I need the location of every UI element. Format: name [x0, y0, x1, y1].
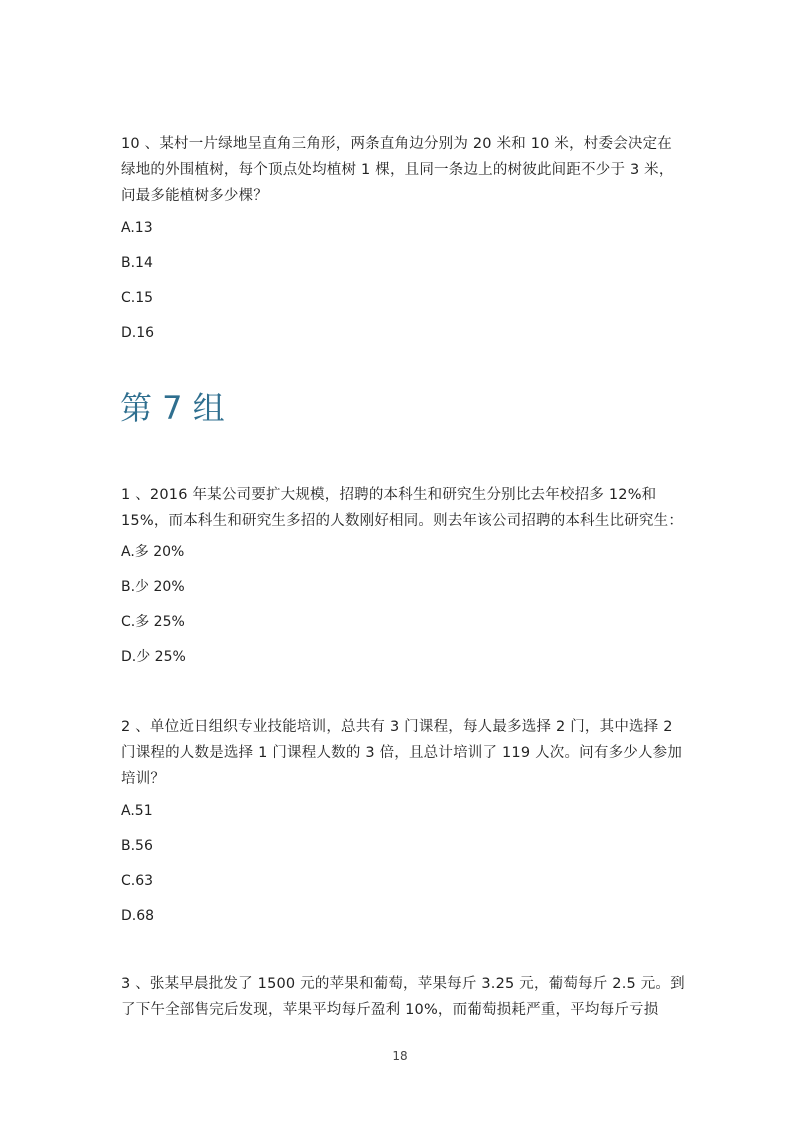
question-10-line-2: 绿地的外围植树，每个顶点处均植树 1 棵，且同一条边上的树彼此间距不少于 3 米， [121, 162, 674, 178]
question-10-option-d: D.16 [121, 325, 155, 341]
question-2-line-1: 2 、单位近日组织专业技能培训，总共有 3 门课程，每人最多选择 2 门，其中选择 2 [121, 719, 673, 735]
question-1-option-a: A.多 20% [121, 544, 185, 560]
question-2-line-3: 培训？ [121, 771, 166, 787]
question-1-option-c: C.多 25% [121, 614, 185, 630]
question-2-option-c: C.63 [121, 873, 154, 889]
question-10-option-b: B.14 [121, 255, 153, 271]
group-heading: 第 7 组 [120, 389, 225, 427]
question-2-option-d: D.68 [121, 908, 155, 924]
page-number: 18 [392, 1049, 408, 1063]
question-3-line-2: 了下午全部售完后发现，苹果平均每斤盈利 10%，而葡萄损耗严重，平均每斤亏损 [121, 1002, 659, 1018]
question-2-option-b: B.56 [121, 838, 153, 854]
question-3-line-1: 3 、张某早晨批发了 1500 元的苹果和葡萄，苹果每斤 3.25 元，葡萄每斤 2.5 元。到 [121, 976, 685, 992]
question-10-option-a: A.13 [121, 220, 153, 236]
question-1-option-b: B.少 20% [121, 579, 185, 595]
question-1-option-d: D.少 25% [121, 649, 186, 665]
question-2-line-2: 门课程的人数是选择 1 门课程人数的 3 倍，且总计培训了 119 人次。问有多少人参加 [121, 745, 683, 761]
question-10-option-c: C.15 [121, 290, 154, 306]
question-1-line-2: 15%，而本科生和研究生多招的人数刚好相同。则去年该公司招聘的本科生比研究生： [121, 513, 684, 529]
question-2-option-a: A.51 [121, 803, 153, 819]
question-10-line-3: 问最多能植树多少棵？ [121, 188, 268, 204]
question-1-line-1: 1 、2016 年某公司要扩大规模，招聘的本科生和研究生分别比去年校招多 12%和 [121, 487, 657, 503]
question-10-line-1: 10 、某村一片绿地呈直角三角形，两条直角边分别为 20 米和 10 米，村委会决定在 [121, 136, 672, 152]
